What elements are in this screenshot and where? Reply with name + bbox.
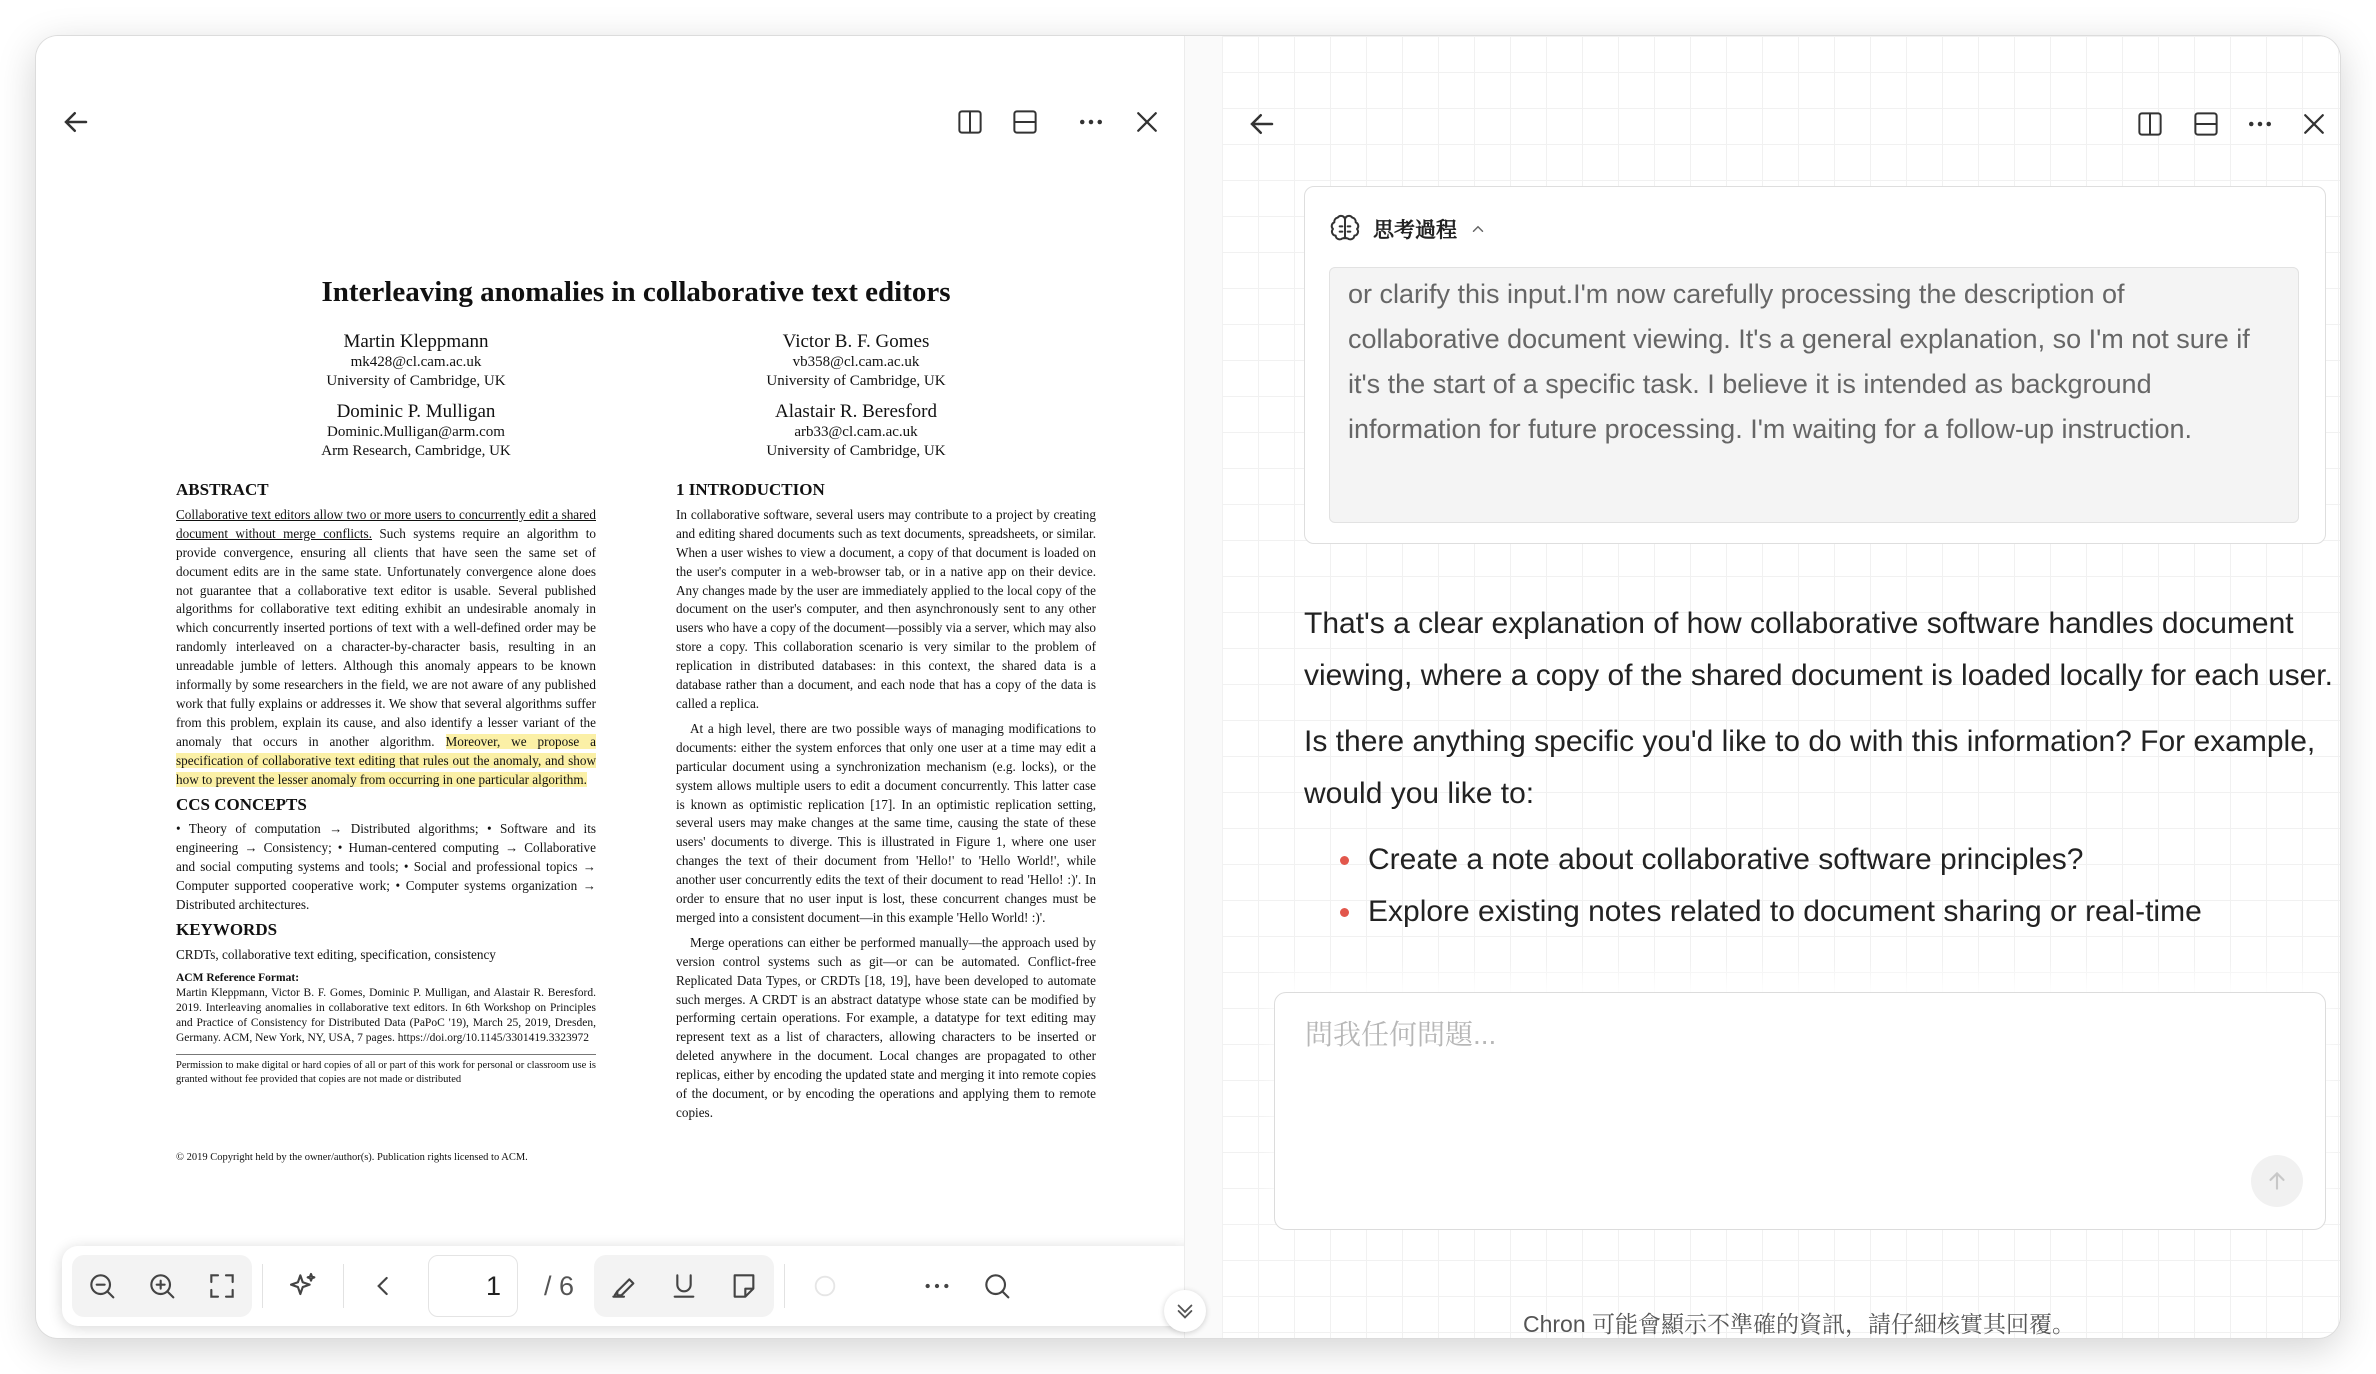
page-number-input[interactable]: 1	[428, 1255, 518, 1317]
fit-page-icon[interactable]	[192, 1255, 252, 1317]
author-row	[176, 401, 1096, 471]
author-affiliation: University of Cambridge, UK	[766, 373, 946, 389]
more-options-icon[interactable]	[2242, 106, 2278, 142]
split-horizontal-icon[interactable]	[2188, 106, 2224, 142]
app-window	[36, 36, 2340, 1338]
left-column	[176, 477, 596, 1165]
highlighter-icon[interactable]	[594, 1255, 654, 1317]
close-pane-icon[interactable]	[1129, 104, 1165, 140]
author-name: Alastair R. Beresford	[775, 401, 937, 422]
sticky-note-icon[interactable]	[714, 1255, 774, 1317]
abstract-heading: ABSTRACT	[176, 480, 269, 499]
pdf-page	[176, 276, 1096, 1338]
author-email: vb358@cl.cam.ac.uk	[792, 354, 920, 370]
author-name: Victor B. F. Gomes	[782, 331, 930, 352]
send-button[interactable]	[2251, 1155, 2303, 1207]
highlight-annotation[interactable]: Moreover, we propose a specification of collaborative text editing that rules out the anomaly, and show how to prevent the lesser anomaly from occurring in one particular algorithm.	[176, 733, 597, 787]
page-total: / 6	[544, 1270, 575, 1301]
pdf-toolbar	[62, 1246, 1198, 1326]
author-name: Martin Kleppmann	[343, 331, 489, 352]
intro-paragraph: In collaborative software, several users may contribute to a project by creating and editing shared documents such as text documents, spreadsheets, or similar. When a user wishes to view a document, a copy of that document is loaded on the user's computer in a web-browser tab, or in a native app on their device. Any changes made by the user are immediately applied to the local copy of the document on the user's computer, and then asynchronously sent to any other users who have a copy of the document—possibly via a server, which may also store a copy. This collaboration scenario is very similar to the problem of replication in distributed databases: in this context, the shared data is a database rather than a document, and each node that has a copy of the data is called a replica.	[676, 506, 1096, 711]
annotation-group	[594, 1255, 774, 1317]
author-block	[676, 401, 1036, 461]
ai-sparkle-icon[interactable]	[273, 1255, 333, 1317]
search-icon[interactable]	[967, 1255, 1027, 1317]
message-paragraph: That's a clear explanation of how collaborative software handles document viewing, where a copy of the shared document is loaded locally for each user.	[1304, 607, 2333, 692]
pane-divider[interactable]	[1184, 36, 1223, 1338]
back-arrow-icon[interactable]	[1244, 106, 1280, 142]
close-pane-icon[interactable]	[2296, 106, 2332, 142]
scroll-down-icon[interactable]	[1164, 1290, 1206, 1332]
author-block	[236, 331, 596, 391]
chat-pane	[1222, 36, 2340, 1338]
paper-columns	[176, 477, 1096, 1165]
zoom-out-icon[interactable]	[72, 1255, 132, 1317]
back-arrow-icon[interactable]	[58, 104, 94, 140]
author-email: Dominic.Mulligan@arm.com	[327, 424, 505, 440]
author-email: arb33@cl.cam.ac.uk	[794, 424, 918, 440]
previous-page-icon[interactable]	[354, 1255, 414, 1317]
ccs-text: • Theory of computation → Distributed algorithms; • Software and its engineering → Consistency; • Human-centered computing → Collaborative and social computing systems and tools; • Social and professional topics → Computer supported cooperative work; • Computer systems organization → Distributed architectures.	[176, 821, 596, 913]
assistant-message	[1304, 598, 2334, 938]
permission-note: Permission to make digital or hard copies of all or part of this work for personal or classroom use is granted without fee provided that copies are not made or distributed	[176, 1054, 596, 1087]
zoom-group	[72, 1255, 252, 1317]
thinking-label: 思考過程	[1373, 219, 1457, 242]
author-row	[176, 331, 1096, 401]
underline-icon[interactable]	[654, 1255, 714, 1317]
author-affiliation: University of Cambridge, UK	[766, 443, 946, 459]
disclaimer-text: Chron 可能會顯示不準確的資訊，請仔細核實其回覆。	[1522, 1311, 2076, 1337]
abstract-paragraph[interactable]	[176, 506, 596, 790]
thinking-card	[1304, 186, 2326, 544]
chat-scroll-area[interactable]	[1222, 36, 2340, 996]
underlined-annotation[interactable]: Collaborative text editors allow two or more users to concurrently edit a shared document without merge conflicts.	[176, 506, 596, 541]
message-paragraph: Is there anything specific you'd like to do with this information? For example, would you like to:	[1304, 725, 2316, 810]
toolbar-divider	[343, 1264, 344, 1308]
pdf-pane	[36, 36, 1184, 1338]
abstract-body: Such systems require an algorithm to provide convergence, ensuring all clients that have seen the same set of document edits are in the same state. Unfortunately convergence alone does not guarantee that a collaborative text editor is usable. Several published algorithms for collaborative text editing exhibit an undesirable anomaly in which concurrently inserted portions of text with a well-defined order may be randomly interleaved on a character-by-character basis, resulting in an unreadable jumble of letters. Although this anomaly appears to be known informally by some researchers in the field, we are not aware of any published work that fully explains or addresses it. We show that several algorithms suffer from this problem, explain its cause, and also identify a lesser variant of the anomaly that occurs in another algorithm.	[176, 525, 597, 749]
list-item: Create a note about collaborative software principles?	[1368, 834, 2334, 886]
split-horizontal-icon[interactable]	[1007, 104, 1043, 140]
toolbar-divider	[784, 1264, 785, 1308]
chevron-up-icon	[1469, 220, 1487, 238]
suggestion-list	[1304, 834, 2334, 938]
intro-paragraph: Merge operations can either be performed manually—the approach used by version control systems such as git—or can be automated. Conflict-free Replicated Data Types, or CRDTs [18, 19], have been developed to automate such merges. A CRDT is an abstract datatype whose state can be modified by performing certain operations. For example, a datatype for text editing may represent text as a list of characters, allowing characters to be inserted or deleted anywhere in the document. Local changes are propagated to other replicas, either by encoding the updated state and merging it into remote copies of the document, or by encoding the operations and applying them to remote copies.	[676, 934, 1096, 1120]
ccs-heading: CCS CONCEPTS	[176, 794, 307, 814]
thinking-text: or clarify this input.I'm now carefully processing the description of collaborative document viewing. It's a general explanation, so I'm not sure if it's the start of a specific task. I believe it is intended as background information for future processing. I'm waiting for a follow-up instruction.	[1348, 279, 2250, 444]
author-block	[236, 401, 596, 461]
copyright-note: © 2019 Copyright held by the owner/author(s). Publication rights licensed to ACM.	[176, 1151, 528, 1163]
brain-icon	[1329, 213, 1361, 245]
color-picker-icon[interactable]	[795, 1255, 855, 1317]
keywords-text: CRDTs, collaborative text editing, specification, consistency	[176, 946, 496, 962]
author-name: Dominic P. Mulligan	[336, 401, 496, 422]
keywords-heading: KEYWORDS	[176, 919, 278, 939]
intro-paragraph: At a high level, there are two possible ways of managing modifications to documents: either the system enforces that only one user at a time may edit a particular document using a synchronization mechanism (e.g. locks), or the system allows multiple users to edit a document concurrently. This latter case is known as optimistic replication [17]. In an optimistic replication setting, several users may make changes at the same time, causing the state of these users' documents to diverge. This is illustrated in Figure 1, where one user changes the text of their document from 'Hello!' to 'Hello World!', while another user concurrently edits the text of their document to read 'Hello! :)'. In order to ensure that no user input is lost, these concurrent changes must be merged into a consistent document—in this example 'Hello World! :)'.	[676, 720, 1096, 925]
toolbar-divider	[262, 1264, 263, 1308]
thinking-toggle[interactable]	[1329, 213, 1487, 245]
split-vertical-icon[interactable]	[2132, 106, 2168, 142]
thinking-content	[1329, 267, 2299, 523]
chat-input[interactable]	[1274, 992, 2326, 1230]
more-tools-icon[interactable]	[907, 1255, 967, 1317]
author-affiliation: University of Cambridge, UK	[326, 373, 506, 389]
arrow-up-icon	[2264, 1168, 2290, 1194]
author-affiliation: Arm Research, Cambridge, UK	[321, 443, 511, 459]
acm-heading: ACM Reference Format:	[176, 971, 300, 984]
paper-title: Interleaving anomalies in collaborative text editors	[321, 276, 951, 308]
list-item: Explore existing notes related to document sharing or real-time	[1368, 886, 2334, 938]
author-email: mk428@cl.cam.ac.uk	[350, 354, 482, 370]
input-placeholder: 問我任何問題...	[1305, 1019, 1497, 1050]
introduction-heading: 1 INTRODUCTION	[676, 480, 825, 499]
zoom-in-icon[interactable]	[132, 1255, 192, 1317]
acm-reference: Martin Kleppmann, Victor B. F. Gomes, Dominic P. Mulligan, and Alastair R. Beresford. 2019. Interleaving anomalies in collaborative text editors. In 6th Workshop on Principles and Practice of Consistency for Distributed Data (PaPoC '19), March 25, 2019, Dresden, Germany. ACM, New York, NY, USA, 7 pages. https://doi.org/10.1145/3301419.3323972	[176, 986, 596, 1044]
author-block	[676, 331, 1036, 391]
right-column	[676, 477, 1096, 1165]
more-options-icon[interactable]	[1073, 104, 1109, 140]
split-vertical-icon[interactable]	[952, 104, 988, 140]
